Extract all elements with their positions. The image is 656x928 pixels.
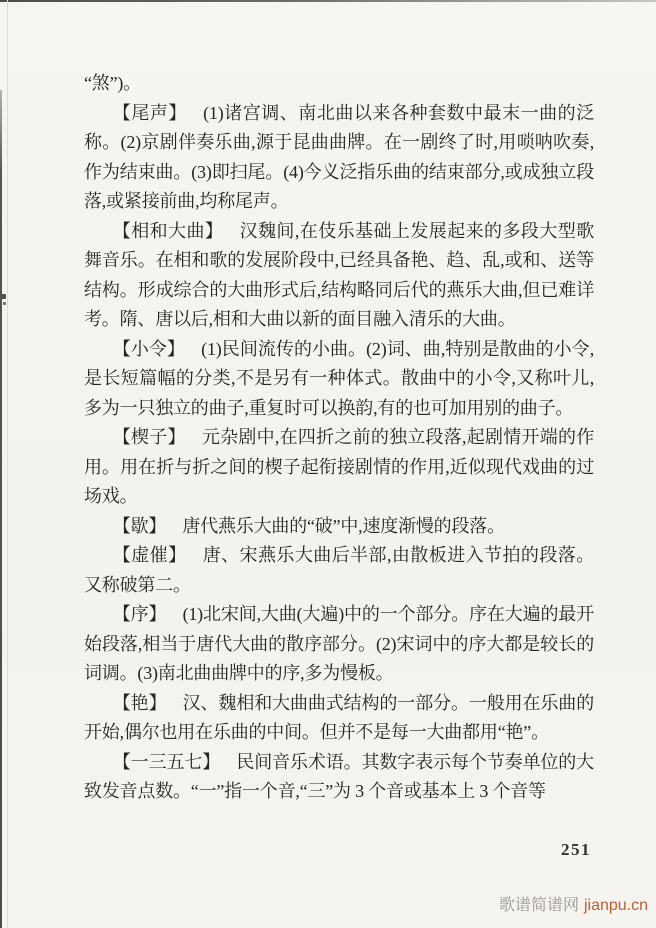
binding-crease-line <box>7 0 8 928</box>
entry-definition: 元杂剧中,在四折之前的独立段落,起剧情开端的作用。用在折与折之间的楔子起衔接剧情的作用,近似现代戏曲的过场戏。 <box>84 427 595 506</box>
entry-term: 【小令】 <box>112 338 185 359</box>
entry-term: 【尾声】 <box>112 102 187 123</box>
entry-term: 【歇】 <box>112 515 167 536</box>
entry-definition: (1)诸宫调、南北曲以来各种套数中最末一曲的泛称。(2)京剧伴奏乐曲,源于昆曲曲牌。在一剧终了时,用唢呐吹奏,作为结束曲。(3)即扫尾。(4)今义泛指乐曲的结束部分,或成独立段落,或紧接前曲,均称尾声。 <box>84 102 594 211</box>
dictionary-entry <box>84 541 594 600</box>
dictionary-entry <box>84 217 594 335</box>
entry-definition: (1)民间流传的小曲。(2)词、曲,特别是散曲的小令,是长短篇幅的分类,不是另有一种体式。散曲中的小令,又称叶儿,多为一只独立的曲子,重复时可以换韵,有的也可加用别的曲子。 <box>84 338 595 418</box>
entry-definition: 民间音乐术语。其数字表示每个节奏单位的大致发音点数。“一”指一个音,“三”为 3 个音或基本上 3 个音等 <box>84 751 594 801</box>
paragraph-continuation <box>84 69 594 99</box>
entry-term: 【楔子】 <box>112 427 186 447</box>
watermark <box>499 892 648 915</box>
entry-term: 【序】 <box>112 604 167 624</box>
entry-term: 【艳】 <box>112 692 167 713</box>
dictionary-entry <box>84 512 594 542</box>
dictionary-entry <box>84 689 594 748</box>
entry-term: 【虚催】 <box>112 545 187 565</box>
entry-term: 【相和大曲】 <box>112 220 224 241</box>
page-left-edge-shadow <box>0 90 2 928</box>
watermark-site-url: jianpu.cn <box>583 897 648 914</box>
dictionary-entry <box>84 423 594 512</box>
entry-definition: 唐代燕乐大曲的“破”中,速度渐慢的段落。 <box>182 515 505 536</box>
ink-speck <box>3 302 6 305</box>
dictionary-entry <box>84 748 594 807</box>
entry-definition: (1)北宋间,大曲(大遍)中的一个部分。序在大遍的最开始段落,相当于唐代大曲的散序部分。(2)宋词中的序大都是较长的词调。(3)南北曲曲牌中的序,多为慢板。 <box>84 604 594 683</box>
watermark-site-name: 歌谱简谱网 <box>498 897 579 914</box>
page-number: 251 <box>561 840 591 859</box>
dictionary-entry <box>84 600 594 689</box>
entry-definition: 汉魏间,在伎乐基础上发展起来的多段大型歌舞音乐。在相和歌的发展阶段中,已经具备艳、趋、乱,或和、送等结构。形成综合的大曲形式后,结构略同后代的燕乐大曲,但已难详考。隋、唐以后,相和大曲以新的面目融入清乐的大曲。 <box>84 220 594 329</box>
dictionary-text-block <box>84 69 594 807</box>
dictionary-entry <box>84 335 594 424</box>
entry-definition: 唐、宋燕乐大曲后半部,由散板进入节拍的段落。又称破第二。 <box>84 545 594 595</box>
continuation-text: “煞”)。 <box>84 73 141 93</box>
ink-speck <box>1 294 6 299</box>
entry-definition: 汉、魏相和大曲曲式结构的一部分。一般用在乐曲的开始,偶尔也用在乐曲的中间。但并不是每一大曲都用“艳”。 <box>84 692 594 742</box>
entry-term: 【一三五七】 <box>112 751 221 772</box>
page-top-edge-shadow <box>0 0 656 2</box>
dictionary-entry <box>84 99 594 217</box>
